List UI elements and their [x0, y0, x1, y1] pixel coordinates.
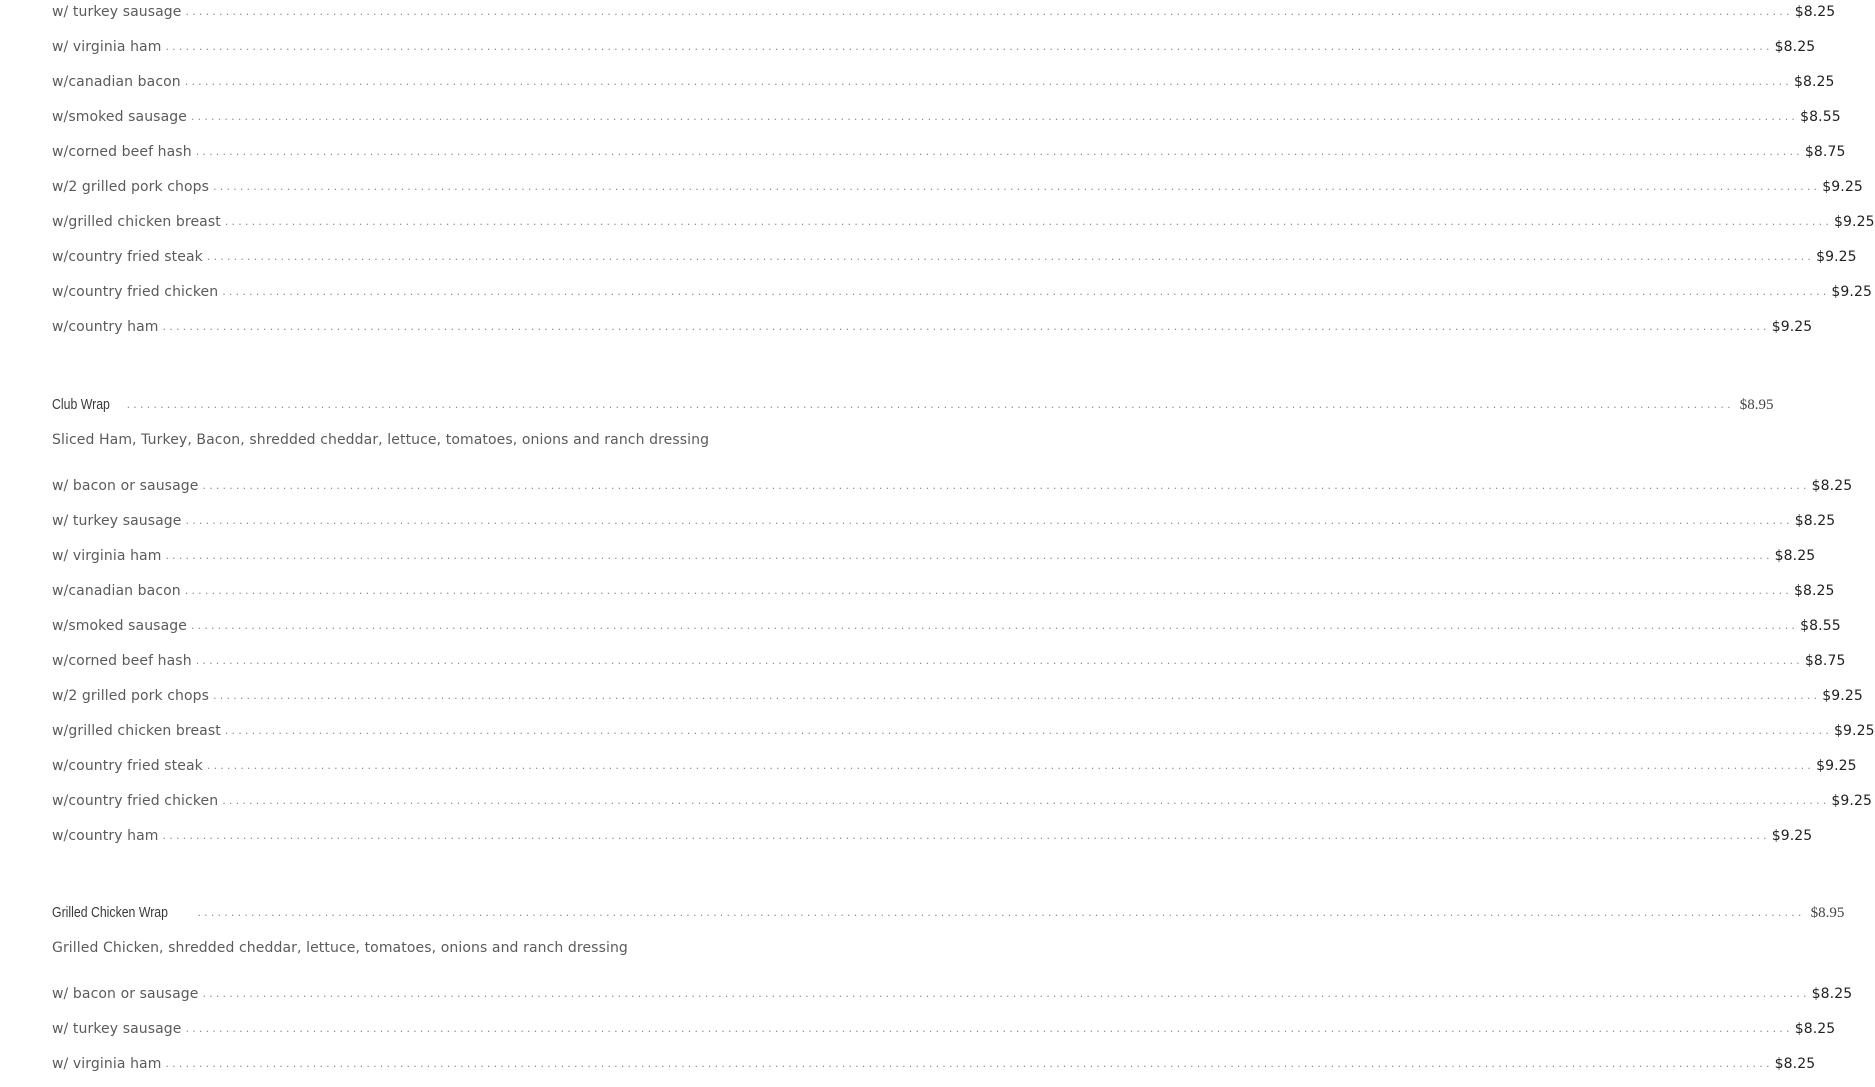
menu-item-row: [52, 754, 1857, 789]
item-price: $8.25: [1794, 513, 1836, 529]
menu-item-row: [52, 105, 1841, 140]
item-label: w/country ham: [52, 319, 159, 335]
item-price: $9.25: [1816, 758, 1857, 774]
item-label: w/ bacon or sausage: [52, 986, 199, 1002]
grilled-chicken-wrap-description: Grilled Chicken, shredded cheddar, lettuce, tomatoes, onions and ranch dressing: [52, 940, 628, 956]
item-price: $8.25: [1774, 39, 1816, 55]
menu-item-row: [52, 789, 1873, 824]
item-label: w/country fried steak: [52, 758, 203, 774]
leader-dots: ................................................................................................................................................................................................................................................: [162, 829, 1770, 842]
section-club-wrap: [52, 393, 1875, 859]
menu-item-row: [52, 579, 1835, 614]
item-label: w/ virginia ham: [52, 1056, 162, 1072]
item-price: $8.25: [1774, 548, 1816, 564]
leader-dots: ................................................................................................................................................................................................................................................: [162, 320, 1770, 333]
section-grilled-chicken-wrap: [52, 901, 1853, 1087]
item-price: $9.25: [1822, 179, 1863, 195]
leader-dots: ................................................................................................................................................................................................................................................: [185, 5, 1793, 18]
item-price: $9.25: [1771, 319, 1813, 335]
item-price: $8.25: [1811, 986, 1853, 1002]
menu-item-row: [52, 719, 1875, 754]
item-price: $8.25: [1794, 1021, 1836, 1037]
menu-heading-row: [52, 393, 1774, 428]
menu-item-row: [52, 140, 1846, 175]
leader-dots: ................................................................................................................................................................................................................................................: [224, 215, 1833, 228]
item-price: $9.25: [1771, 828, 1813, 844]
menu-item-row: [52, 649, 1846, 684]
leader-dots: ................................................................................................................................................................................................................................................: [206, 759, 1815, 772]
item-label: w/canadian bacon: [52, 583, 181, 599]
leader-dots: ................................................................................................................................................................................................................................................: [213, 689, 1821, 702]
leader-dots: ................................................................................................................................................................................................................................................: [190, 110, 1799, 123]
menu-item-row: [52, 982, 1853, 1017]
menu-item-row: [52, 544, 1816, 579]
leader-dots: ................................................................................................................................................................................................................................................: [224, 724, 1833, 737]
item-price: $9.25: [1831, 793, 1873, 809]
menu-item-row: [52, 0, 1836, 35]
leader-dots: ................................................................................................................................................................................................................................................: [197, 906, 1805, 919]
item-label: w/2 grilled pork chops: [52, 179, 210, 195]
item-price: $8.25: [1794, 4, 1836, 20]
leader-dots: ................................................................................................................................................................................................................................................: [195, 145, 1803, 158]
menu-item-row: [52, 684, 1863, 719]
leader-dots: ................................................................................................................................................................................................................................................: [184, 75, 1792, 88]
item-price: $8.25: [1793, 74, 1835, 90]
leader-dots: ................................................................................................................................................................................................................................................: [202, 987, 1810, 1000]
menu-item-row: [52, 70, 1835, 105]
club-wrap-title: Club Wrap: [52, 396, 110, 413]
leader-dots: ................................................................................................................................................................................................................................................: [222, 794, 1830, 807]
leader-dots: ................................................................................................................................................................................................................................................: [126, 398, 1734, 411]
item-price: $8.75: [1804, 144, 1846, 160]
item-label: w/canadian bacon: [52, 74, 181, 90]
leader-dots: ................................................................................................................................................................................................................................................: [202, 479, 1810, 492]
menu-item-row: [52, 1052, 1816, 1087]
menu-item-row: [52, 175, 1863, 210]
leader-dots: ................................................................................................................................................................................................................................................: [165, 1057, 1773, 1070]
item-label: w/country fried chicken: [52, 284, 219, 300]
leader-dots: ................................................................................................................................................................................................................................................: [190, 619, 1799, 632]
item-price: $9.25: [1816, 249, 1857, 265]
item-price: $9.25: [1822, 688, 1863, 704]
item-label: w/grilled chicken breast: [52, 723, 221, 739]
item-label: w/country ham: [52, 828, 159, 844]
item-label: w/smoked sausage: [52, 109, 187, 125]
grilled-chicken-wrap-title: Grilled Chicken Wrap: [52, 904, 168, 921]
leader-dots: ................................................................................................................................................................................................................................................: [185, 514, 1793, 527]
menu-item-row: [52, 824, 1813, 859]
menu-item-row: [52, 210, 1875, 245]
menu-item-row: [52, 280, 1873, 315]
menu-heading-row: [52, 901, 1845, 936]
leader-dots: ................................................................................................................................................................................................................................................: [195, 654, 1803, 667]
leader-dots: ................................................................................................................................................................................................................................................: [213, 180, 1821, 193]
item-price: $8.55: [1800, 109, 1841, 125]
item-label: w/ turkey sausage: [52, 4, 182, 20]
menu-item-row: [52, 509, 1836, 544]
leader-dots: ................................................................................................................................................................................................................................................: [165, 40, 1773, 53]
item-label: w/smoked sausage: [52, 618, 187, 634]
item-label: w/ turkey sausage: [52, 1021, 182, 1037]
item-price: $8.25: [1811, 478, 1853, 494]
menu-item-row: [52, 1017, 1836, 1052]
item-label: w/ turkey sausage: [52, 513, 182, 529]
menu-item-row: [52, 315, 1813, 350]
item-label: w/corned beef hash: [52, 653, 192, 669]
item-price: $9.25: [1831, 284, 1873, 300]
leader-dots: ................................................................................................................................................................................................................................................: [222, 285, 1830, 298]
item-label: w/country fried steak: [52, 249, 203, 265]
club-wrap-description: Sliced Ham, Turkey, Bacon, shredded cheddar, lettuce, tomatoes, onions and ranch dressing: [52, 432, 710, 448]
item-price: $8.25: [1793, 583, 1835, 599]
item-label: w/corned beef hash: [52, 144, 192, 160]
menu-item-row: [52, 614, 1841, 649]
item-label: w/2 grilled pork chops: [52, 688, 210, 704]
item-label: w/ virginia ham: [52, 39, 162, 55]
leader-dots: ................................................................................................................................................................................................................................................: [185, 1022, 1793, 1035]
grilled-chicken-wrap-price: $8.95: [1810, 905, 1845, 921]
leader-dots: ................................................................................................................................................................................................................................................: [165, 549, 1773, 562]
item-label: w/grilled chicken breast: [52, 214, 221, 230]
item-label: w/country fried chicken: [52, 793, 219, 809]
menu-item-row: [52, 35, 1816, 70]
item-price: $8.55: [1800, 618, 1841, 634]
leader-dots: ................................................................................................................................................................................................................................................: [184, 584, 1792, 597]
leader-dots: ................................................................................................................................................................................................................................................: [206, 250, 1815, 263]
menu-item-row: [52, 474, 1853, 509]
item-label: w/ bacon or sausage: [52, 478, 199, 494]
item-price: $9.25: [1834, 214, 1875, 230]
section-top-addons: [52, 0, 1875, 350]
item-price: $8.25: [1774, 1056, 1816, 1072]
club-wrap-price: $8.95: [1739, 397, 1774, 413]
menu-item-row: [52, 245, 1857, 280]
item-price: $8.75: [1804, 653, 1846, 669]
item-label: w/ virginia ham: [52, 548, 162, 564]
item-price: $9.25: [1834, 723, 1875, 739]
